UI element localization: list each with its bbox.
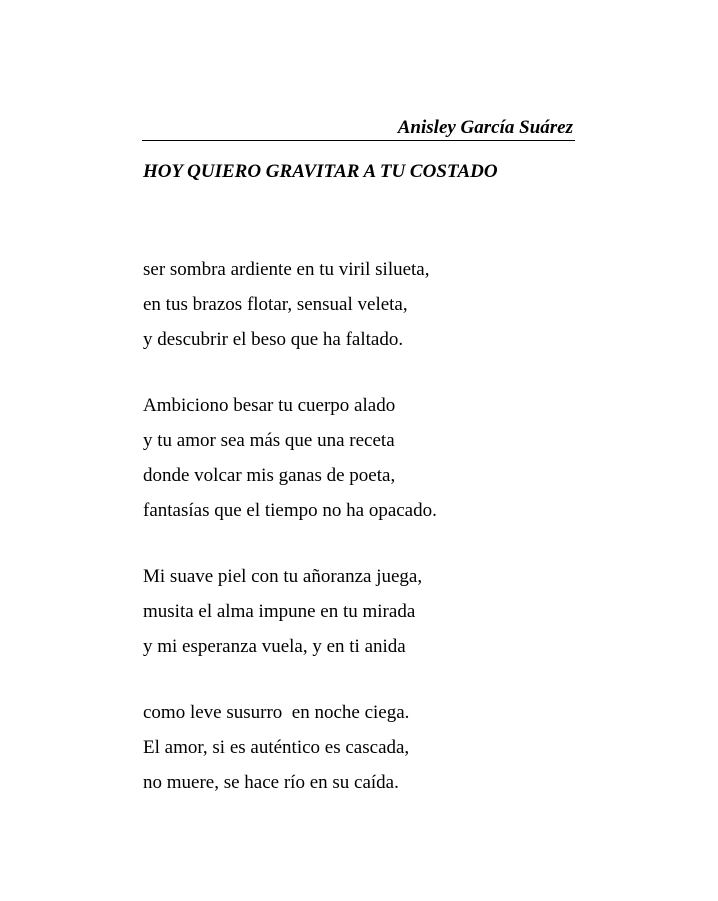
poem-line: donde volcar mis ganas de poeta, bbox=[143, 465, 396, 486]
stanza bbox=[143, 563, 603, 661]
stanza bbox=[143, 392, 603, 525]
poem-line: y descubrir el beso que ha faltado. bbox=[143, 329, 404, 350]
poem-line: ser sombra ardiente en tu viril silueta, bbox=[143, 259, 430, 280]
poem-line: como leve susurro en noche ciega. bbox=[143, 702, 410, 723]
poem-line: y mi esperanza vuela, y en ti anida bbox=[143, 636, 406, 657]
author-name: Anisley García Suárez bbox=[397, 117, 573, 138]
poem-body bbox=[143, 256, 603, 835]
poem-line: musita el alma impune en tu mirada bbox=[143, 601, 416, 622]
poem-line: Mi suave piel con tu añoranza juega, bbox=[143, 566, 423, 587]
stanza bbox=[143, 699, 603, 797]
poem-title: HOY QUIERO GRAVITAR A TU COSTADO bbox=[143, 161, 498, 182]
header-divider bbox=[142, 140, 575, 141]
stanza bbox=[143, 256, 603, 354]
poem-line: no muere, se hace río en su caída. bbox=[143, 772, 399, 793]
poem-line: El amor, si es auténtico es cascada, bbox=[143, 737, 410, 758]
poem-line: y tu amor sea más que una receta bbox=[143, 430, 395, 451]
poem-line: en tus brazos flotar, sensual veleta, bbox=[143, 294, 408, 315]
poem-line: fantasías que el tiempo no ha opacado. bbox=[143, 500, 437, 521]
poem-line: Ambiciono besar tu cuerpo alado bbox=[143, 395, 396, 416]
